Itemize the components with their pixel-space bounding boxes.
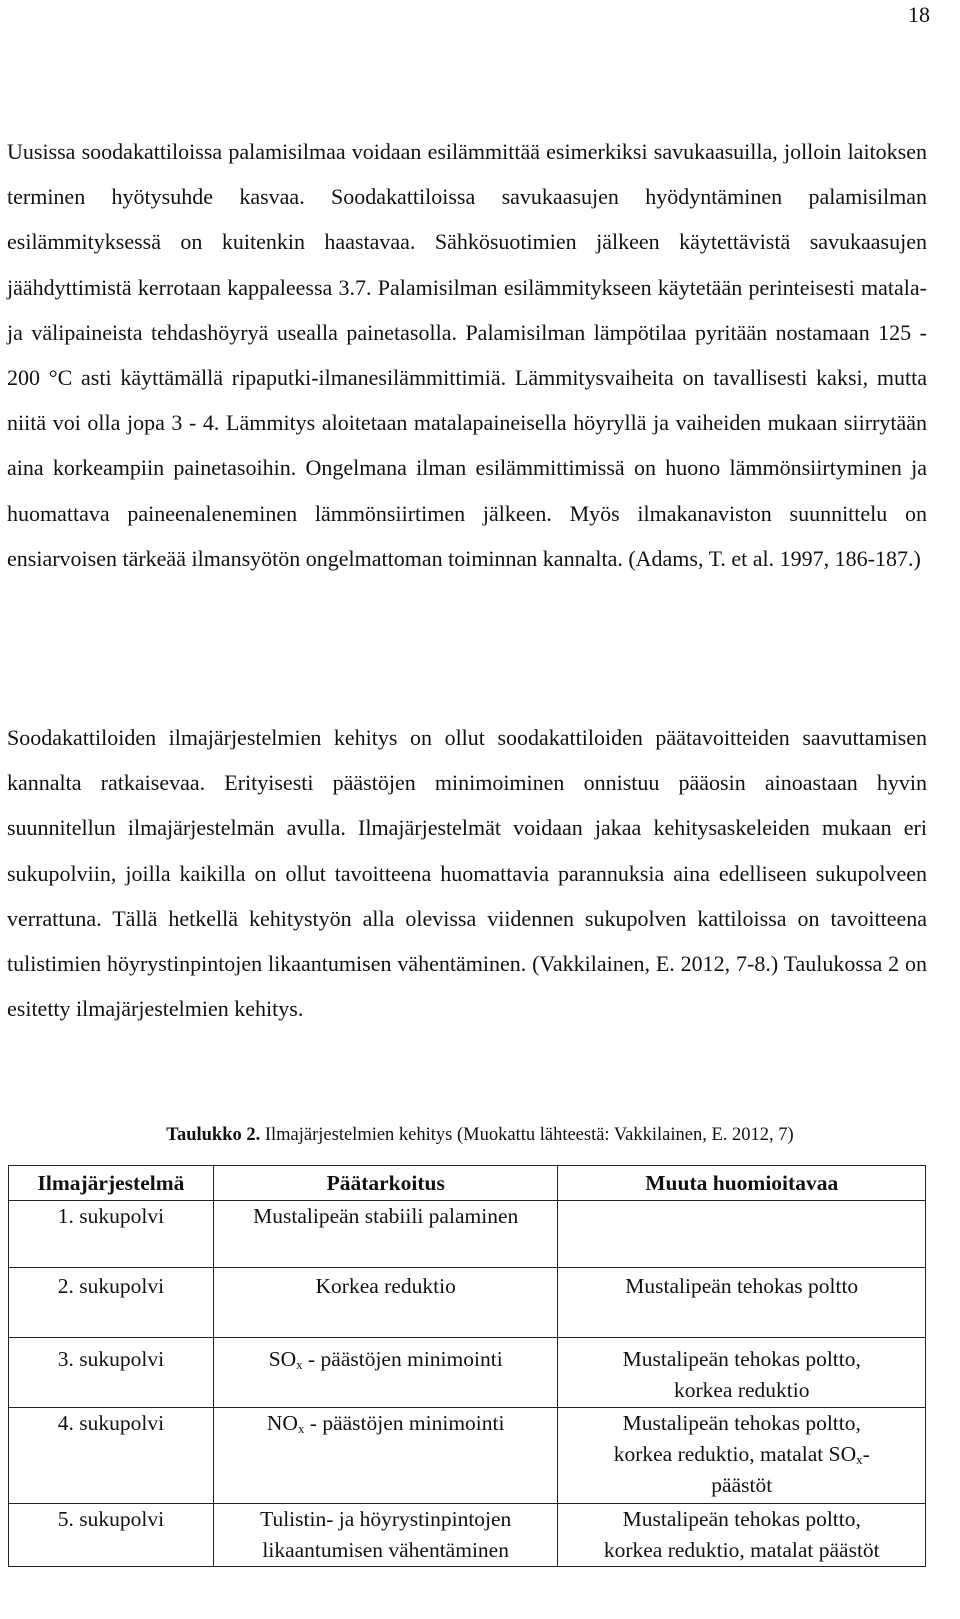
notes-line2: korkea reduktio, matalat päästöt (603, 1538, 880, 1562)
notes-line2: korkea reduktio (673, 1378, 810, 1402)
cell-generation: 5. sukupolvi (9, 1504, 214, 1567)
table-caption (0, 1125, 960, 1146)
purpose-line2: likaantumisen vähentäminen (262, 1538, 509, 1562)
purpose-subscript: x (296, 1358, 303, 1373)
table-row (9, 1504, 926, 1567)
page-number: 18 (908, 2, 930, 27)
cell-purpose: Korkea reduktio (213, 1268, 558, 1338)
purpose-line1: Tulistin- ja höyrystinpintojen (260, 1507, 512, 1531)
notes-line1: Mustalipeän tehokas poltto, (622, 1507, 861, 1531)
cell-purpose (213, 1408, 558, 1504)
notes-line1: Mustalipeän tehokas poltto, (622, 1411, 861, 1435)
notes-line3: päästöt (711, 1473, 773, 1497)
cell-notes (558, 1504, 926, 1567)
cell-generation: 2. sukupolvi (9, 1268, 214, 1338)
table-row (9, 1408, 926, 1504)
notes-line2-post: - (862, 1442, 870, 1466)
header-main-purpose: Päätarkoitus (213, 1166, 558, 1201)
table-caption-label: Taulukko 2. (166, 1125, 261, 1145)
table-row (9, 1201, 926, 1268)
purpose-subscript: x (297, 1422, 305, 1437)
purpose-rest: - päästöjen minimointi (304, 1411, 505, 1435)
table-row (9, 1338, 926, 1408)
cell-generation: 1. sukupolvi (9, 1201, 214, 1268)
cell-purpose (213, 1338, 558, 1408)
notes-subscript: x (856, 1453, 863, 1468)
cell-notes (558, 1338, 926, 1408)
notes-line1: Mustalipeän tehokas poltto, (622, 1347, 861, 1371)
notes-line2-pre: korkea reduktio, matalat SO (613, 1442, 857, 1466)
header-other-notes: Muuta huomioitavaa (558, 1166, 926, 1201)
header-air-system: Ilmajärjestelmä (9, 1166, 214, 1201)
table-row (9, 1268, 926, 1338)
table-caption-text: Ilmajärjestelmien kehitys (Muokattu lähteestä: Vakkilainen, E. 2012, 7) (264, 1125, 794, 1145)
paragraph-air-preheating: Uusissa soodakattiloissa palamisilmaa voidaan esilämmittää esimerkiksi savukaasuilla, jolloin laitoksen terminen hyötysuhde kasvaa. Soodakattiloissa savukaasujen hyödyntäminen palamisilman esilämmityksessä on kuitenkin haastavaa. Sähkösuotimien jälkeen käytettävistä savukaasujen jäähdyttimistä kerrotaan kappaleessa 3.7. Palamisilman esilämmitykseen käytetään perinteisesti matala- ja välipaineista tehdashöyryä usealla painetasolla. Palamisilman lämpötilaa pyritään nostamaan 125 - 200 °C asti käyttämällä ripaputki-ilmanesilämmittimiä. Lämmitysvaiheita on tavallisesti kaksi, mutta niitä voi olla jopa 3 - 4. Lämmitys aloitetaan matalapaineisella höyryllä ja vaiheiden mukaan siirrytään aina korkeampiin painetasoihin. Ongelmana ilman esilämmittimissä on huono lämmönsiirtyminen ja huomattava paineenaleneminen lämmönsiirtimen jälkeen. Myös ilmakanaviston suunnittelu on ensiarvoisen tärkeää ilmansyötön ongelmattoman toiminnan kannalta. (Adams, T. et al. 1997, 186-187.) (7, 139, 927, 571)
cell-notes (558, 1408, 926, 1504)
purpose-main: SO (268, 1347, 297, 1371)
cell-purpose (213, 1504, 558, 1567)
purpose-main: NO (266, 1411, 298, 1435)
air-system-generations-table (8, 1165, 926, 1567)
cell-generation: 4. sukupolvi (9, 1408, 214, 1504)
table-header-row (9, 1166, 926, 1201)
purpose-rest: - päästöjen minimointi (302, 1347, 503, 1371)
paragraph-air-system-development: Soodakattiloiden ilmajärjestelmien kehitys on ollut soodakattiloiden päätavoitteiden saavuttamisen kannalta ratkaisevaa. Erityisesti päästöjen minimoiminen onnistuu pääosin ainoastaan hyvin suunnitellun ilmajärjestelmän avulla. Ilmajärjestelmät voidaan jakaa kehitysaskeleiden mukaan eri sukupolviin, joilla kaikilla on ollut tavoitteena huomattavia parannuksia aina edelliseen sukupolveen verrattuna. Tällä hetkellä kehitystyön alla olevissa viidennen sukupolven kattiloissa on tavoitteena tulistimien höyrystinpintojen likaantumisen vähentäminen. (Vakkilainen, E. 2012, 7-8.) Taulukossa 2 on esitetty ilmajärjestelmien kehitys. (7, 725, 927, 1022)
cell-notes: Mustalipeän tehokas poltto (558, 1268, 926, 1338)
cell-notes (558, 1201, 926, 1268)
cell-generation: 3. sukupolvi (9, 1338, 214, 1408)
cell-purpose: Mustalipeän stabiili palaminen (213, 1201, 558, 1268)
